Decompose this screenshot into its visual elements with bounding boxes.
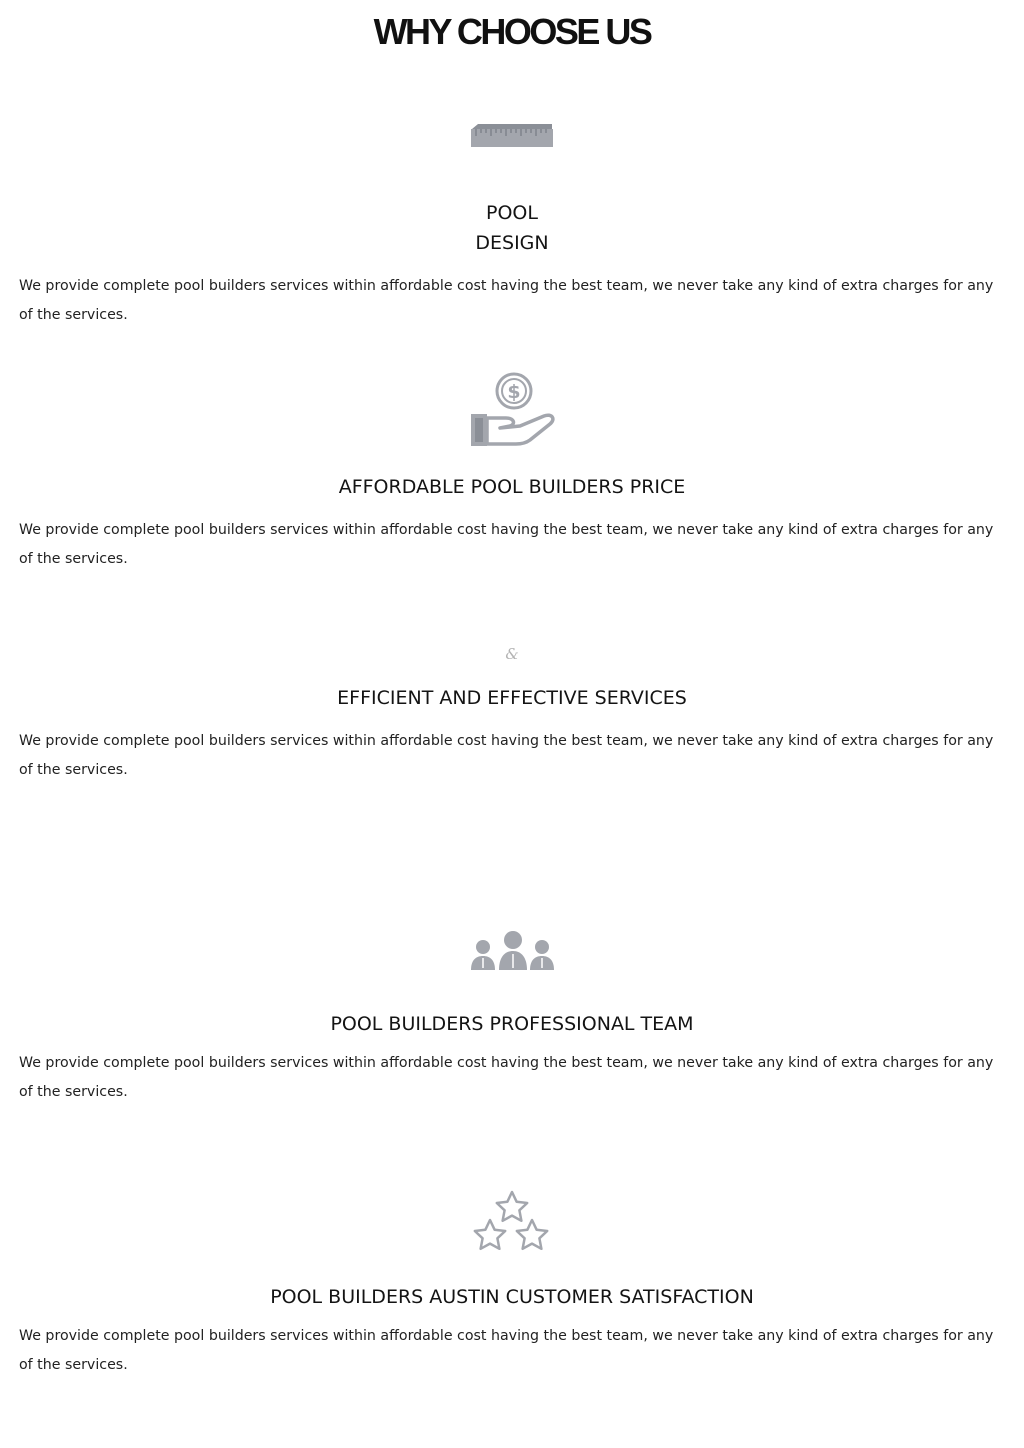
section-heading-customer-satisfaction: POOL BUILDERS AUSTIN CUSTOMER SATISFACTION (270, 1286, 754, 1308)
page-title: WHY CHOOSE US (373, 11, 651, 52)
team-icon (470, 930, 556, 972)
section-body-affordable-price: We provide complete pool builders services within affordable cost having the best team, we never take any kind of extra charges for any of the services. (19, 522, 994, 567)
section-heading-pool-design: POOL DESIGN (475, 202, 549, 254)
section-body-efficient-services: We provide complete pool builders services within affordable cost having the best team, we never take any kind of extra charges for any of the services. (19, 733, 994, 778)
ruler-icon (470, 123, 554, 149)
three-stars-icon (472, 1190, 552, 1254)
section-body-customer-satisfaction: We provide complete pool builders services within affordable cost having the best team, we never take any kind of extra charges for any of the services. (19, 1328, 994, 1373)
hand-dollar-icon (470, 372, 556, 448)
section-heading-affordable-price: AFFORDABLE POOL BUILDERS PRICE (338, 476, 686, 498)
section-body-pool-design: We provide complete pool builders services within affordable cost having the best team, we never take any kind of extra charges for any of the services. (19, 278, 994, 323)
section-heading-efficient-services: EFFICIENT AND EFFECTIVE SERVICES (337, 687, 687, 709)
section-heading-professional-team: POOL BUILDERS PROFESSIONAL TEAM (330, 1013, 694, 1035)
svg-text:$: $ (507, 381, 521, 403)
section-body-professional-team: We provide complete pool builders services within affordable cost having the best team, we never take any kind of extra charges for any of the services. (19, 1055, 994, 1100)
ampersand-glyph: & (505, 645, 519, 663)
